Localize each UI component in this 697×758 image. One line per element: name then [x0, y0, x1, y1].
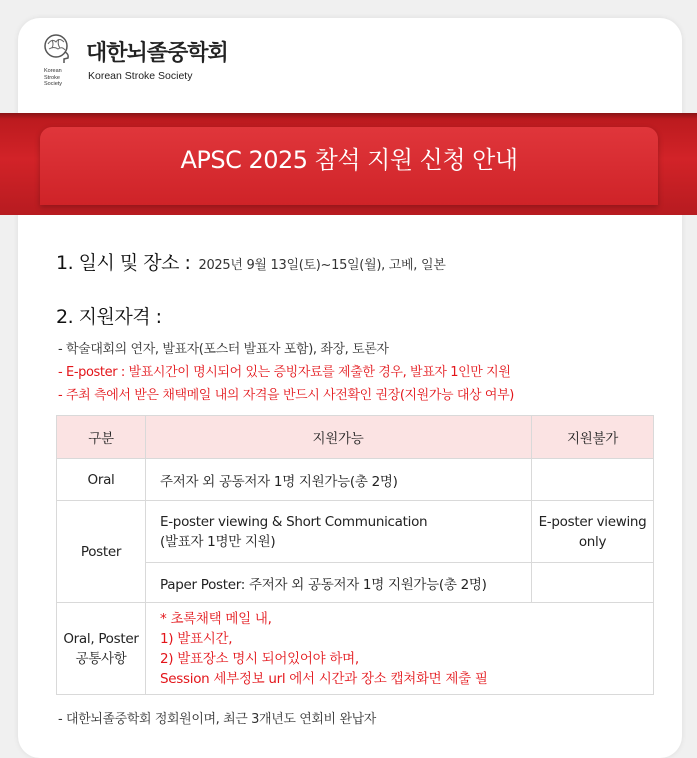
poster-label: Poster	[57, 501, 146, 603]
page-title: APSC 2025 참석 지원 신청 안내	[180, 146, 518, 174]
poster-possible-eposter: E-poster viewing & Short Communication (발표자 1명만 지원)	[146, 501, 532, 563]
oral-possible: 주저자 외 공동저자 1명 지원가능(총 2명)	[146, 459, 532, 501]
support-table	[56, 415, 654, 695]
eligibility-line-confirm: - 주최 측에서 받은 채택메일 내의 자격을 반드시 사전확인 권장(지원가능 대상 여부)	[58, 388, 514, 403]
logo-small-text: Korean Stroke Society	[44, 68, 63, 87]
eligibility-line-eposter: - E-poster : 발표시간이 명시되어 있는 증빙자료를 제출한 경우, 발표자 1인만 지원	[58, 365, 511, 380]
section-date-place-title: 1. 일시 및 장소 :	[56, 252, 191, 274]
header-impossible: 지원불가	[532, 416, 654, 459]
poster-impossible: E-poster viewing only	[532, 501, 654, 563]
paper-poster-impossible	[532, 563, 654, 603]
oral-impossible	[532, 459, 654, 501]
logo-korean-name: 대한뇌졸중학회	[86, 41, 228, 66]
membership-requirement: - 대한뇌졸중학회 정회원이며, 최근 3개년도 연회비 완납자	[58, 712, 376, 727]
society-logo[interactable]	[42, 32, 232, 92]
section-eligibility-title: 2. 지원자격 :	[56, 306, 162, 328]
table-row-poster	[57, 501, 654, 563]
common-label: Oral, Poster 공통사항	[57, 603, 146, 695]
logo-english-name: Korean Stroke Society	[88, 70, 193, 82]
table-header-row	[57, 416, 654, 459]
eligibility-line: - 학술대회의 연자, 발표자(포스터 발표자 포함), 좌장, 토론자	[58, 342, 389, 357]
table-row-paper-poster	[57, 563, 654, 603]
common-notes: * 초록채택 메일 내, 1) 발표시간, 2) 발표장소 명시 되어있어야 하며, Session 세부정보 url 에서 시간과 장소 캡쳐화면 제출 필	[146, 603, 654, 695]
table-row-common	[57, 603, 654, 695]
header-possible: 지원가능	[146, 416, 532, 459]
banner-shadow	[0, 113, 697, 119]
section-date-place-detail: 2025년 9월 13일(토)~15일(월), 고베, 일본	[198, 258, 446, 273]
oral-label: Oral	[57, 459, 146, 501]
poster-possible-paper: Paper Poster: 주저자 외 공동저자 1명 지원가능(총 2명)	[146, 563, 532, 603]
section-date-place	[56, 248, 445, 275]
header-category: 구분	[57, 416, 146, 459]
table-row-oral	[57, 459, 654, 501]
